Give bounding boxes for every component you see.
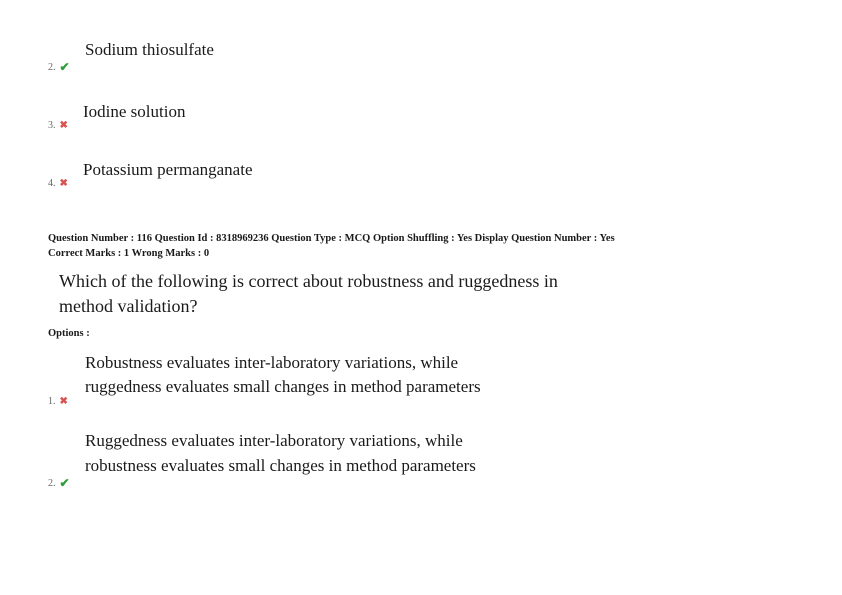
cross-icon: ✖ [59, 120, 68, 131]
option-number [48, 178, 68, 189]
option-number-label: 3. [48, 120, 56, 131]
check-icon: ✔ [59, 476, 70, 490]
cross-icon: ✖ [59, 178, 68, 189]
option-number [48, 396, 68, 407]
option-text: Iodine solution [83, 102, 186, 121]
option-text: Sodium thiosulfate [85, 40, 214, 59]
question-text-line2: method validation? [59, 296, 198, 316]
check-icon: ✔ [59, 60, 70, 74]
option-number [48, 120, 68, 131]
option-text-line1: Ruggedness evaluates inter-laboratory variations, while [85, 431, 463, 450]
marks-meta: Correct Marks : 1 Wrong Marks : 0 [48, 248, 210, 259]
option-number-label: 1. [48, 396, 56, 407]
question-text-line1: Which of the following is correct about robustness and ruggedness in [59, 271, 558, 291]
option-number-label: 4. [48, 178, 56, 189]
question-meta: Question Number : 116 Question Id : 8318969236 Question Type : MCQ Option Shuffling : Yes Display Question Number : Yes [48, 233, 615, 244]
option-text-line2: robustness evaluates small changes in method parameters [85, 456, 476, 475]
option-number [48, 476, 70, 491]
option-number-label: 2. [48, 478, 56, 489]
options-label: Options : [48, 328, 90, 339]
option-text-line2: ruggedness evaluates small changes in method parameters [85, 377, 481, 396]
option-number [48, 60, 70, 75]
option-text: Potassium permanganate [83, 160, 253, 179]
option-text-line1: Robustness evaluates inter-laboratory variations, while [85, 353, 459, 372]
option-number-label: 2. [48, 62, 56, 73]
cross-icon: ✖ [59, 396, 68, 407]
